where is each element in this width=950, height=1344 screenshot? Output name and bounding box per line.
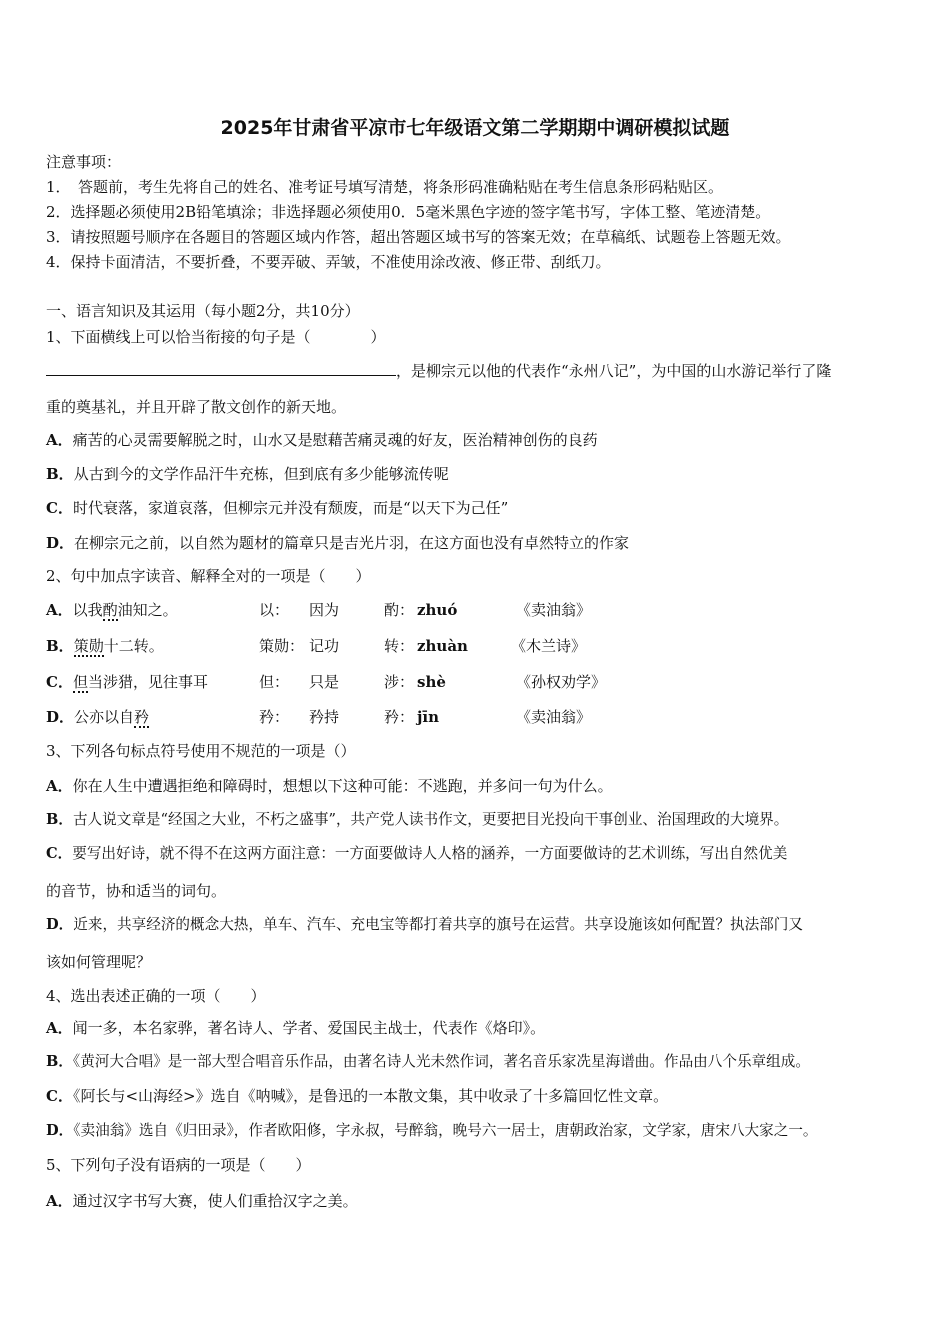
option-a: A．通过汉字书写大赛，使人们重拾汉字之美。 (46, 1192, 358, 1210)
option-b: B．从古到今的文学作品汗牛充栋，但到底有多少能够流传呢 (46, 465, 449, 483)
notice-item: 4．保持卡面清洁，不要折叠，不要弄破、弄皱，不准使用涂改液、修正带、刮纸刀。 (46, 253, 611, 271)
notice-item: 1． 答题前，考生先将自己的姓名、准考证号填写清楚，将条形码准确粘贴在考生信息条形码粘贴区。 (46, 178, 724, 196)
section-heading: 一、语言知识及其运用（每小题2分，共10分） (46, 302, 360, 320)
option-a: A．你在人生中遭遇拒绝和障碍时，想想以下这种可能：不逃跑，并多问一句为什么。 (46, 777, 613, 795)
notice-heading: 注意事项： (46, 153, 122, 171)
question-1-stem: 1、下面横线上可以恰当衔接的句子是（ ） (46, 328, 386, 346)
option-c: C．要写出好诗，就不得不在这两方面注意：一方面要做诗人人格的涵养，一方面要做诗的艺术训练，写出自然优美 (46, 845, 788, 862)
option-d: D．《卖油翁》选自《归田录》，作者欧阳修，字永叔，号醉翁，晚号六一居士，唐朝政治家，文学家，唐宋八大家之一。 (46, 1122, 818, 1139)
option-a: A．痛苦的心灵需要解脱之时，山水又是慰藉苦痛灵魂的好友，医治精神创伤的良药 (46, 431, 598, 449)
question-2-stem: 2、句中加点字读音、解释全对的一项是（ ） (46, 567, 371, 585)
page-title: 2025年甘肃省平凉市七年级语文第二学期期中调研模拟试题 (220, 117, 730, 139)
fill-blank[interactable] (46, 361, 396, 376)
option-a: A．闻一多，本名家骅，著名诗人、学者、爱国民主战士，代表作《烙印》。 (46, 1019, 546, 1037)
option-b: B．《黄河大合唱》是一部大型合唱音乐作品，由著名诗人光未然作词，著名音乐家冼星海谱曲。作品由八个乐章组成。 (46, 1053, 810, 1070)
question-5-stem: 5、下列句子没有语病的一项是（ ） (46, 1156, 311, 1174)
option-c: C．《阿长与<山海经>》选自《呐喊》，是鲁迅的一本散文集，其中收录了十多篇回忆性文章。 (46, 1087, 669, 1105)
notice-item: 3．请按照题号顺序在各题目的答题区域内作答，超出答题区域书写的答案无效；在草稿纸、试题卷上答题无效。 (46, 228, 791, 246)
option-d-cont: 该如何管理呢？ (46, 953, 152, 971)
question-4-stem: 4、选出表述正确的一项（ ） (46, 987, 266, 1005)
option-b: B．古人说文章是“经国之大业，不朽之盛事”，共产党人读书作文，更要把目光投向干事创业、治国理政的大境界。 (46, 811, 789, 828)
notice-item: 2．选择题必须使用2B铅笔填涂；非选择题必须使用0．5毫米黑色字迹的签字笔书写，字体工整、笔迹清楚。 (46, 203, 771, 221)
option-d: D．在柳宗元之前，以自然为题材的篇章只是吉光片羽，在这方面也没有卓然特立的作家 (46, 534, 630, 552)
option-c: C．时代衰落，家道哀落，但柳宗元并没有颓废，而是“以天下为己任” (46, 499, 509, 517)
option-c-cont: 的音节，协和适当的词句。 (46, 882, 227, 900)
question-1-text: ，是柳宗元以他的代表作“永州八记”，为中国的山水游记举行了隆 (46, 361, 831, 380)
question-3-stem: 3、下列各句标点符号使用不规范的一项是（） (46, 742, 356, 760)
option-d: D．近来，共享经济的概念大热，单车、汽车、充电宝等都打着共享的旗号在运营。共享设施该如何配置？执法部门又 (46, 916, 803, 933)
question-1-text: 重的奠基礼，并且开辟了散文创作的新天地。 (46, 398, 347, 416)
